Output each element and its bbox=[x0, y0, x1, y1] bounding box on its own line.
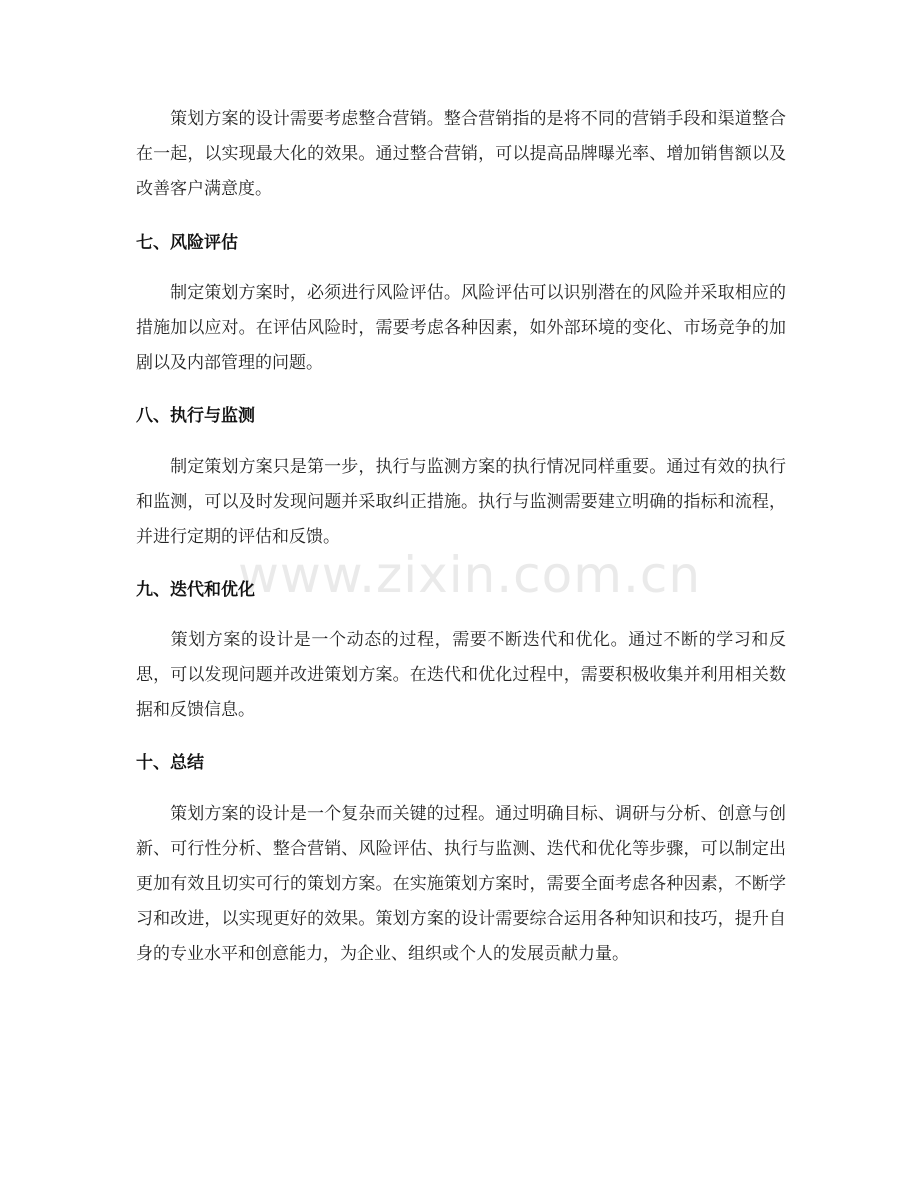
heading-summary: 十、总结 bbox=[136, 753, 204, 773]
paragraph-iteration-optimization bbox=[136, 623, 786, 728]
paragraph-execution-monitoring bbox=[136, 450, 786, 555]
watermark-text: www.zixin.com.cn bbox=[238, 546, 702, 604]
paragraph-integrated-marketing bbox=[136, 102, 786, 207]
paragraph-risk-assessment bbox=[136, 276, 786, 381]
paragraph-text: 制定策划方案时，必须进行风险评估。风险评估可以识别潜在的风险并采取相应的措施加以应对。在评估风险时，需要考虑各种因素，如外部环境的变化、市场竞争的加剧以及内部管理的问题。 bbox=[136, 283, 786, 373]
paragraph-text: 制定策划方案只是第一步，执行与监测方案的执行情况同样重要。通过有效的执行和监测，可以及时发现问题并采取纠正措施。执行与监测需要建立明确的指标和流程，并进行定期的评估和反馈。 bbox=[136, 457, 786, 547]
heading-iteration-optimization: 九、迭代和优化 bbox=[136, 580, 255, 600]
heading-execution-monitoring: 八、执行与监测 bbox=[136, 406, 255, 426]
paragraph-text: 策划方案的设计是一个动态的过程，需要不断迭代和优化。通过不断的学习和反思，可以发现问题并改进策划方案。在迭代和优化过程中，需要积极收集并利用相关数据和反馈信息。 bbox=[136, 630, 786, 720]
paragraph-text: 策划方案的设计是一个复杂而关键的过程。通过明确目标、调研与分析、创意与创新、可行性分析、整合营销、风险评估、执行与监测、迭代和优化等步骤，可以制定出更加有效且切实可行的策划方案。在实施策划方案时，需要全面考虑各种因素，不断学习和改进，以实现更好的效果。策划方案的设计需要综合运用各种知识和技巧，提升自身的专业水平和创意能力，为企业、组织或个人的发展贡献力量。 bbox=[136, 804, 786, 964]
heading-risk-assessment: 七、风险评估 bbox=[136, 233, 238, 253]
paragraph-text: 策划方案的设计需要考虑整合营销。整合营销指的是将不同的营销手段和渠道整合在一起，以实现最大化的效果。通过整合营销，可以提高品牌曝光率、增加销售额以及改善客户满意度。 bbox=[136, 109, 786, 199]
paragraph-summary bbox=[136, 797, 786, 972]
